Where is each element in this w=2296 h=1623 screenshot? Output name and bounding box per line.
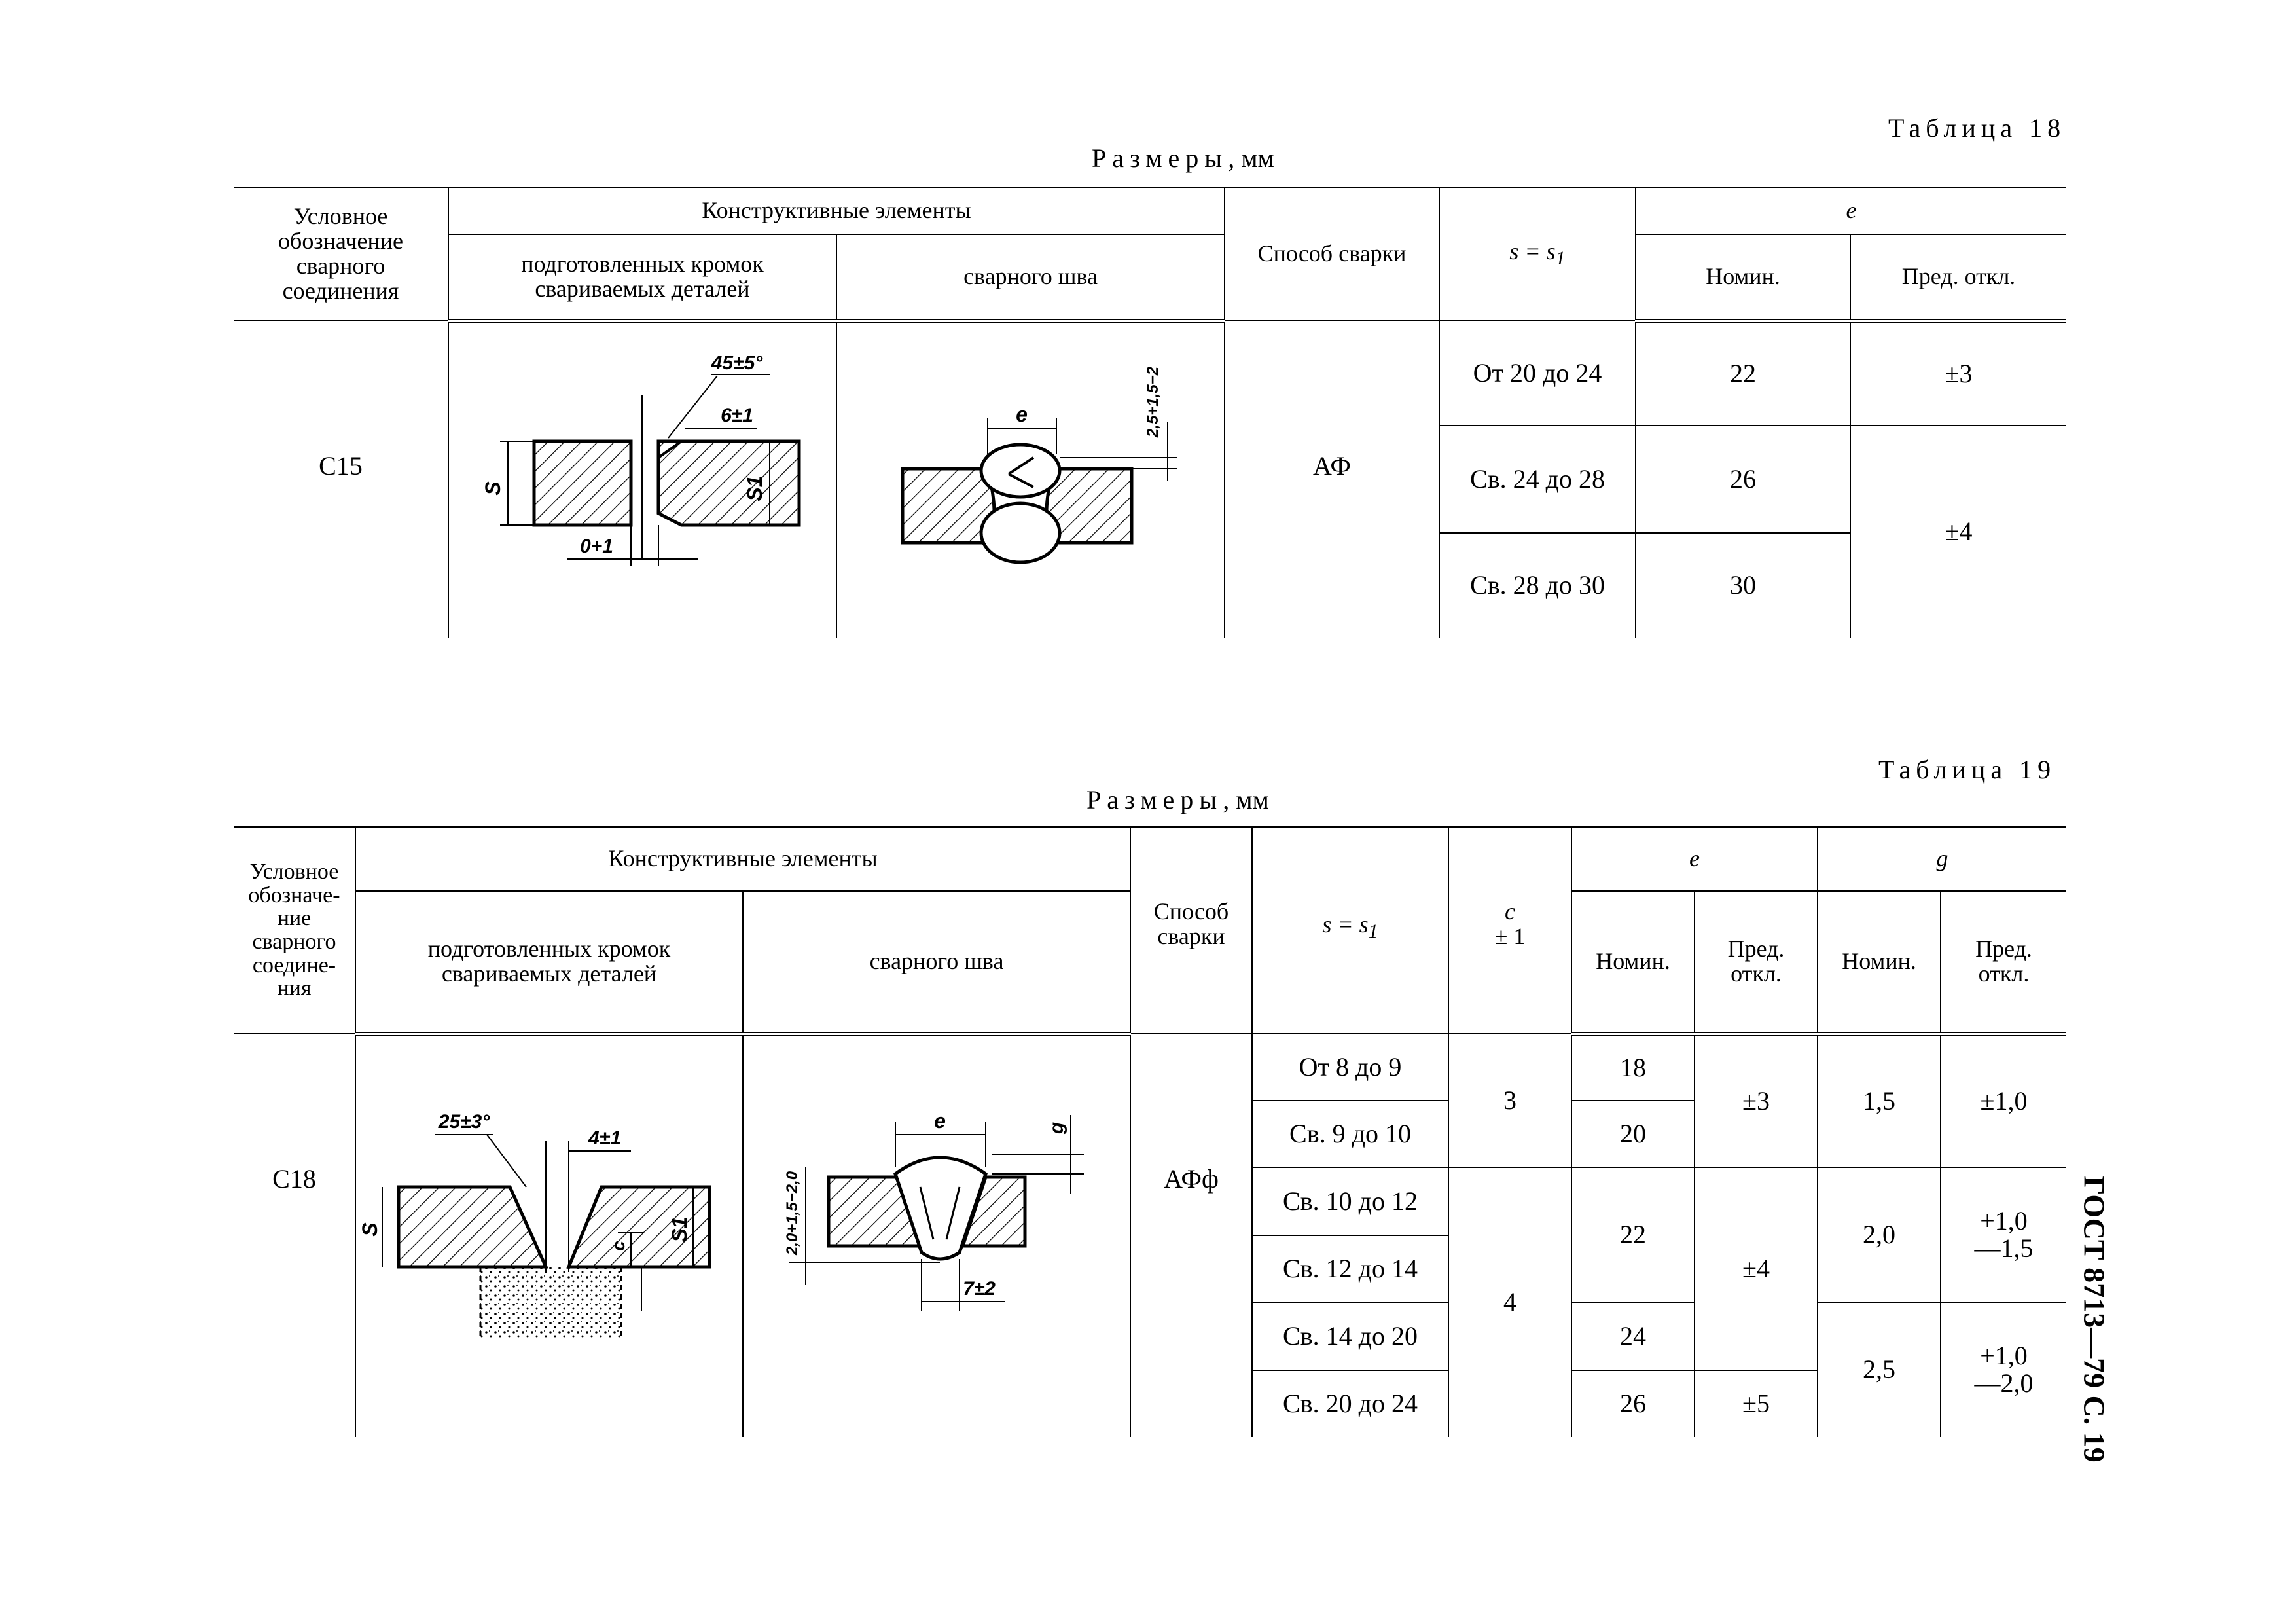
label-angle: 45±5° <box>711 352 763 374</box>
header-prepared: подготовленных кромок свариваемых деталей <box>355 891 743 1034</box>
s-range-4: Св. 12 до 14 <box>1252 1235 1448 1302</box>
label-s: S <box>358 1222 382 1237</box>
table-19 <box>234 826 2066 1437</box>
e-nom-2: 20 <box>1571 1101 1695 1167</box>
header-e-nom: Номин. <box>1571 891 1695 1034</box>
label-reinforcement: 2,5+1,5−2 <box>1144 366 1162 437</box>
header-prepared: подготовленных кромок свариваемых деталей <box>448 234 836 321</box>
header-seam: сварного шва <box>836 234 1225 321</box>
header-s: $s = s_1$ <box>1439 187 1636 321</box>
label-angle: 25±3° <box>438 1110 490 1133</box>
header-e: e <box>1636 187 2066 234</box>
e-nom-1: 22 <box>1636 321 1850 426</box>
header-g: g <box>1818 827 2066 891</box>
joint-code-c18: С18 <box>234 1034 355 1437</box>
header-g-nom: Номин. <box>1818 891 1941 1034</box>
e-dev-2: ±4 <box>1850 426 2066 638</box>
g-nom-2: 2,0 <box>1818 1167 1941 1302</box>
label-gap: 0+1 <box>580 535 613 557</box>
c-value-2: 4 <box>1448 1167 1571 1437</box>
label-g: g <box>1046 1122 1067 1134</box>
edge-prep-drawing <box>356 1036 741 1437</box>
s-range-2: Св. 24 до 28 <box>1439 426 1636 533</box>
header-method: Способ сварки <box>1130 827 1252 1034</box>
header-designation: Условное обозначе- ние сварного соедине- ния <box>234 827 355 1034</box>
e-dev-1: ±3 <box>1850 321 2066 426</box>
header-c: c ± 1 <box>1448 827 1571 1034</box>
header-seam: сварного шва <box>743 891 1130 1034</box>
header-method: Способ сварки <box>1225 187 1439 321</box>
label-s: S <box>481 481 505 496</box>
drawing-c15-prepared <box>448 321 836 638</box>
drawing-c18-prepared <box>355 1034 743 1437</box>
c-value-1: 3 <box>1448 1034 1571 1167</box>
label-c: c <box>608 1240 628 1251</box>
g-dev-3: +1,0 —2,0 <box>1941 1302 2066 1437</box>
g-dev-2: +1,0 —1,5 <box>1941 1167 2066 1302</box>
method-c15: АФ <box>1225 321 1439 638</box>
e-nom-4: 24 <box>1571 1302 1695 1370</box>
g-nom-1: 1,5 <box>1818 1034 1941 1167</box>
e-nom-3: 22 <box>1571 1167 1695 1302</box>
header-s: $s = s_1$ <box>1252 827 1448 1034</box>
label-e: e <box>1016 402 1028 426</box>
e-dev-2: ±4 <box>1695 1167 1818 1370</box>
e-nom-5: 26 <box>1571 1370 1695 1437</box>
method-c18: АФф <box>1130 1034 1252 1437</box>
header-e-dev: Пред. откл. <box>1695 891 1818 1034</box>
joint-code-c15: С15 <box>234 321 448 638</box>
label-face: 6±1 <box>721 404 753 426</box>
drawing-c15-seam <box>836 321 1225 638</box>
e-dev-3: ±5 <box>1695 1370 1818 1437</box>
label-s1: S1 <box>743 475 766 501</box>
s-range-1: От 8 до 9 <box>1252 1034 1448 1101</box>
s-range-5: Св. 14 до 20 <box>1252 1302 1448 1370</box>
weld-seam-drawing <box>744 1036 1128 1437</box>
header-e-dev: Пред. откл. <box>1850 234 2066 321</box>
s-range-1: От 20 до 24 <box>1439 321 1636 426</box>
g-nom-3: 2,5 <box>1818 1302 1941 1437</box>
weld-seam-drawing <box>837 323 1222 638</box>
label-e: e <box>934 1108 946 1133</box>
e-nom-3: 30 <box>1636 533 1850 638</box>
g-dev-1: ±1,0 <box>1941 1034 2066 1167</box>
header-g-dev: Пред. откл. <box>1941 891 2066 1034</box>
e-nom-1: 18 <box>1571 1034 1695 1101</box>
table-18 <box>234 187 2066 638</box>
s-range-6: Св. 20 до 24 <box>1252 1370 1448 1437</box>
header-designation: Условное обозначение сварного соединения <box>234 187 448 321</box>
table18-units-caption: Размеры, мм <box>1092 143 1274 173</box>
e-dev-1: ±3 <box>1695 1034 1818 1167</box>
header-constructive: Конструктивные элементы <box>448 187 1225 234</box>
header-e-nom: Номин. <box>1636 234 1850 321</box>
header-e: e <box>1571 827 1818 891</box>
label-root: 7±2 <box>963 1277 996 1300</box>
s-range-3: Св. 28 до 30 <box>1439 533 1636 638</box>
table19-title: Таблица 19 <box>1878 755 2056 784</box>
s-range-2: Св. 9 до 10 <box>1252 1101 1448 1167</box>
label-face: 4±1 <box>588 1127 621 1149</box>
standard-page-code: ГОСТ 8713—79 С. 19 <box>2077 1176 2111 1463</box>
e-nom-2: 26 <box>1636 426 1850 533</box>
table19-units-caption: Размеры, мм <box>1086 785 1269 814</box>
table18-title: Таблица 18 <box>1888 113 2066 143</box>
label-s1: S1 <box>668 1216 691 1243</box>
s-range-3: Св. 10 до 12 <box>1252 1167 1448 1235</box>
drawing-c18-seam <box>743 1034 1130 1437</box>
edge-prep-drawing <box>449 323 834 638</box>
header-constructive: Конструктивные элементы <box>355 827 1130 891</box>
label-reinforcement: 2,0+1,5−2,0 <box>783 1171 801 1255</box>
